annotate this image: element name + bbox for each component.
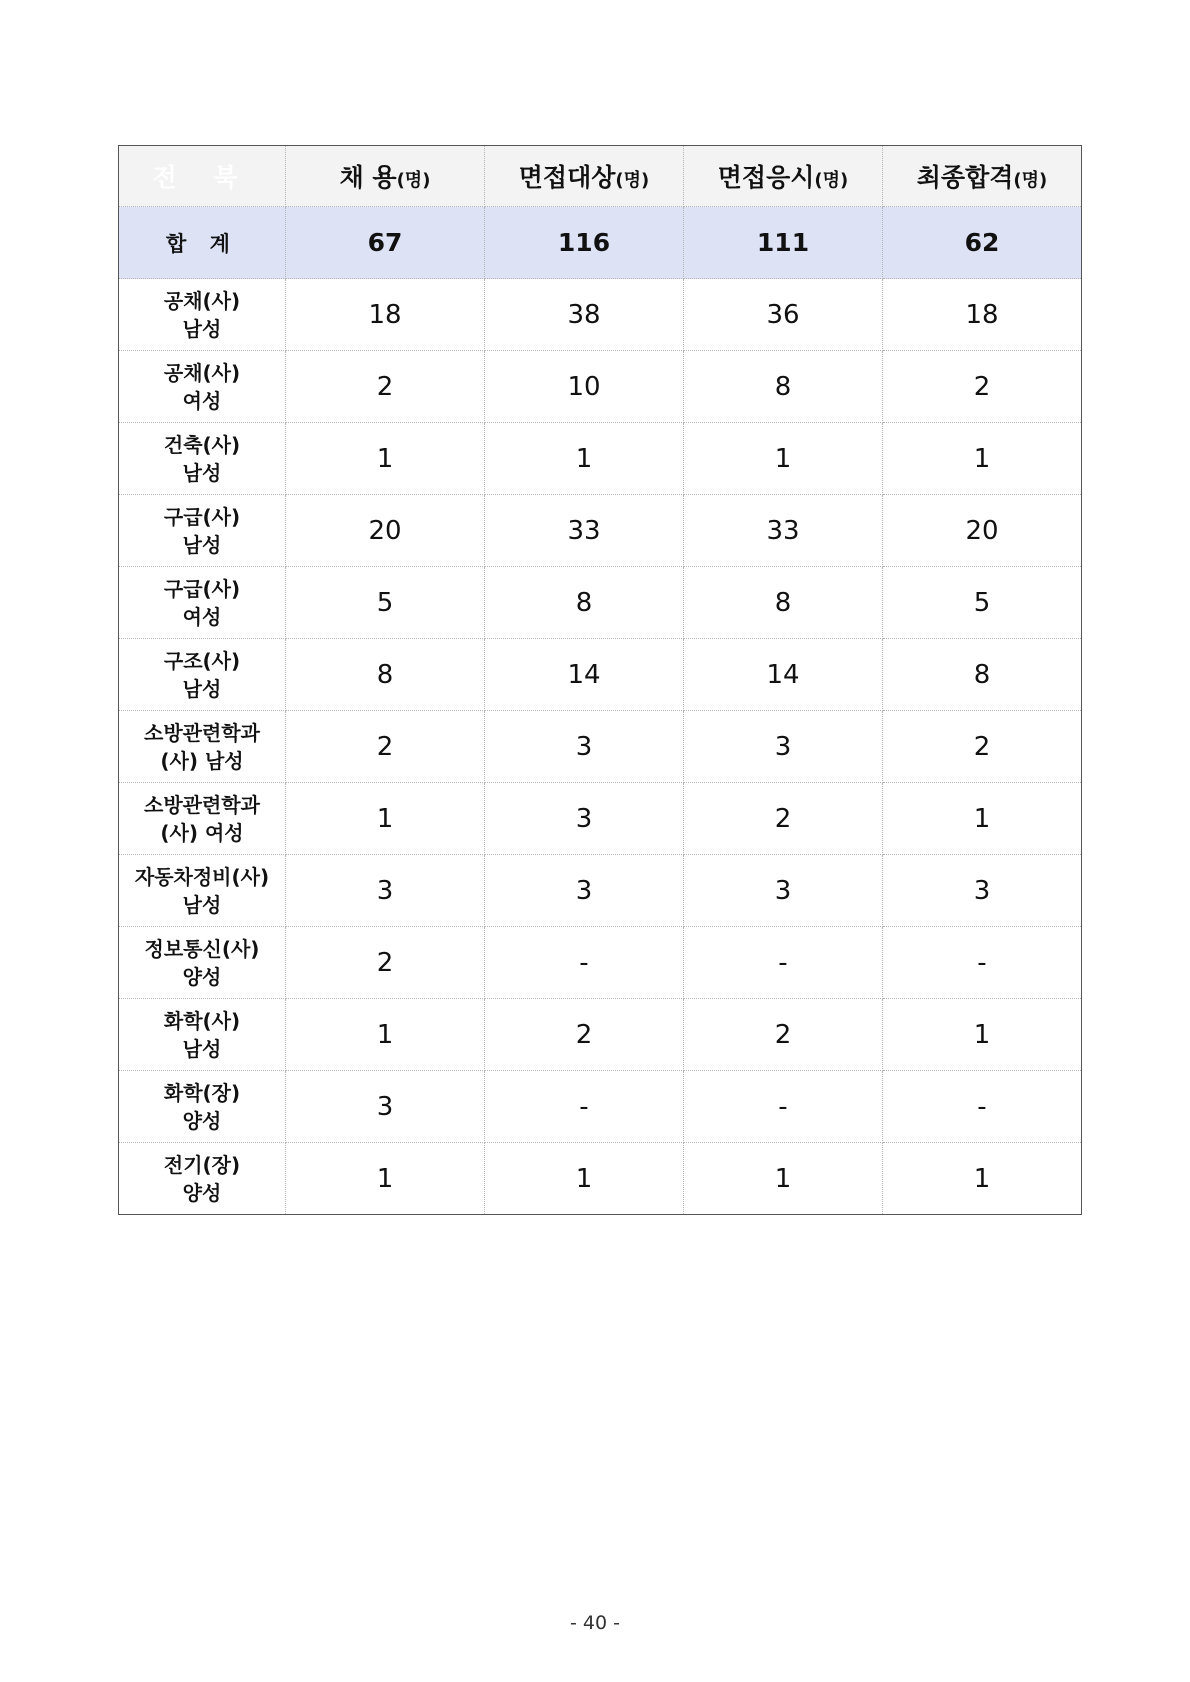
row-label-line1: 전기(장) xyxy=(163,1152,241,1177)
table-cell: 2 xyxy=(485,999,684,1071)
table-row xyxy=(119,999,1082,1071)
row-label-line2: 남성 xyxy=(182,892,222,917)
table-row xyxy=(119,351,1082,423)
row-label xyxy=(119,495,286,567)
table-cell: 3 xyxy=(485,783,684,855)
table-cell: 1 xyxy=(883,999,1082,1071)
table-cell: 1 xyxy=(883,1143,1082,1215)
column-header-interview-targets xyxy=(485,146,684,207)
row-label xyxy=(119,783,286,855)
table-cell: 8 xyxy=(485,567,684,639)
table-cell: 3 xyxy=(485,855,684,927)
table-cell: 2 xyxy=(883,351,1082,423)
table-row xyxy=(119,855,1082,927)
region-header: 전 북 xyxy=(119,146,286,207)
table-row xyxy=(119,495,1082,567)
row-label-line2: (사) 여성 xyxy=(160,820,244,845)
row-label-line2: 여성 xyxy=(182,604,222,629)
row-label-line2: 남성 xyxy=(182,316,222,341)
row-label-line1: 화학(사) xyxy=(163,1008,241,1033)
table-row xyxy=(119,1071,1082,1143)
column-unit: (명) xyxy=(396,170,431,191)
table-cell: 33 xyxy=(485,495,684,567)
table-cell: 2 xyxy=(684,999,883,1071)
row-label-line2: (사) 남성 xyxy=(160,748,244,773)
table-cell: 3 xyxy=(286,1071,485,1143)
row-label-line1: 공채(사) xyxy=(163,288,241,313)
table-cell: 8 xyxy=(684,567,883,639)
total-cell: 62 xyxy=(883,207,1082,279)
row-label-line2: 남성 xyxy=(182,460,222,485)
table-cell: 5 xyxy=(286,567,485,639)
table-cell: 20 xyxy=(286,495,485,567)
table-cell: - xyxy=(485,927,684,999)
row-label xyxy=(119,567,286,639)
column-header-interview-takers xyxy=(684,146,883,207)
row-label-line1: 소방관련학과 xyxy=(144,792,260,817)
row-label xyxy=(119,279,286,351)
table-cell: 38 xyxy=(485,279,684,351)
table-cell: 1 xyxy=(286,1143,485,1215)
row-label-line2: 남성 xyxy=(182,532,222,557)
column-header-hired xyxy=(286,146,485,207)
row-label-line1: 자동차정비(사) xyxy=(134,864,270,889)
row-label-line1: 구급(사) xyxy=(163,504,241,529)
table-cell: 33 xyxy=(684,495,883,567)
row-label-line1: 정보통신(사) xyxy=(144,936,260,961)
table-cell: 1 xyxy=(286,783,485,855)
table-row xyxy=(119,639,1082,711)
table-cell: 1 xyxy=(485,423,684,495)
row-label xyxy=(119,351,286,423)
table-cell: 2 xyxy=(286,927,485,999)
table-cell: 14 xyxy=(684,639,883,711)
table-cell: 3 xyxy=(684,855,883,927)
column-unit: (명) xyxy=(615,170,650,191)
row-label-line2: 양성 xyxy=(182,1180,222,1205)
table-cell: 1 xyxy=(684,1143,883,1215)
table-cell: 3 xyxy=(684,711,883,783)
row-label-line1: 공채(사) xyxy=(163,360,241,385)
total-cell: 111 xyxy=(684,207,883,279)
table-cell: 2 xyxy=(286,711,485,783)
row-label-line1: 구조(사) xyxy=(163,648,241,673)
table-row xyxy=(119,1143,1082,1215)
table-row xyxy=(119,783,1082,855)
row-label xyxy=(119,927,286,999)
row-label xyxy=(119,1143,286,1215)
total-cell: 67 xyxy=(286,207,485,279)
column-header-final-pass xyxy=(883,146,1082,207)
table-cell: 1 xyxy=(286,999,485,1071)
table-row xyxy=(119,927,1082,999)
row-label-line2: 여성 xyxy=(182,388,222,413)
table-row xyxy=(119,711,1082,783)
row-label-line2: 남성 xyxy=(182,676,222,701)
column-label: 면접대상 xyxy=(518,163,616,192)
page-number: - 40 - xyxy=(570,1612,620,1634)
column-unit: (명) xyxy=(814,170,849,191)
table-cell: 1 xyxy=(485,1143,684,1215)
total-row xyxy=(119,207,1082,279)
row-label xyxy=(119,999,286,1071)
row-label xyxy=(119,423,286,495)
table-cell: 8 xyxy=(286,639,485,711)
table-cell: 36 xyxy=(684,279,883,351)
table-cell: 2 xyxy=(883,711,1082,783)
table-cell: 5 xyxy=(883,567,1082,639)
row-label-line2: 양성 xyxy=(182,1108,222,1133)
table-row xyxy=(119,279,1082,351)
table-cell: 1 xyxy=(684,423,883,495)
table-cell: 3 xyxy=(286,855,485,927)
table-cell: 18 xyxy=(883,279,1082,351)
table-cell: 2 xyxy=(286,351,485,423)
table-cell: 18 xyxy=(286,279,485,351)
row-label xyxy=(119,639,286,711)
table-cell: 1 xyxy=(883,423,1082,495)
table-row xyxy=(119,423,1082,495)
total-cell: 116 xyxy=(485,207,684,279)
table-header-row xyxy=(119,146,1082,207)
row-label-line1: 구급(사) xyxy=(163,576,241,601)
total-label: 합 계 xyxy=(119,207,286,279)
table-cell: - xyxy=(883,927,1082,999)
row-label xyxy=(119,1071,286,1143)
table-cell: - xyxy=(883,1071,1082,1143)
row-label-line1: 건축(사) xyxy=(163,432,241,457)
table-row xyxy=(119,567,1082,639)
row-label-line2: 남성 xyxy=(182,1036,222,1061)
table-cell: 1 xyxy=(286,423,485,495)
column-label: 채 용 xyxy=(339,163,397,192)
column-label: 면접응시 xyxy=(717,163,815,192)
table-cell: 3 xyxy=(883,855,1082,927)
row-label-line1: 화학(장) xyxy=(163,1080,241,1105)
row-label-line1: 소방관련학과 xyxy=(144,720,260,745)
column-unit: (명) xyxy=(1013,170,1048,191)
table-cell: 8 xyxy=(883,639,1082,711)
table-cell: - xyxy=(684,1071,883,1143)
row-label xyxy=(119,855,286,927)
table-cell: - xyxy=(485,1071,684,1143)
table-cell: 10 xyxy=(485,351,684,423)
table-cell: - xyxy=(684,927,883,999)
table-cell: 20 xyxy=(883,495,1082,567)
table-cell: 3 xyxy=(485,711,684,783)
row-label xyxy=(119,711,286,783)
row-label-line2: 양성 xyxy=(182,964,222,989)
table-body xyxy=(119,146,1082,1215)
table-cell: 1 xyxy=(883,783,1082,855)
recruitment-table xyxy=(118,145,1082,1215)
column-label: 최종합격 xyxy=(916,163,1014,192)
table-cell: 2 xyxy=(684,783,883,855)
table-cell: 8 xyxy=(684,351,883,423)
table-cell: 14 xyxy=(485,639,684,711)
